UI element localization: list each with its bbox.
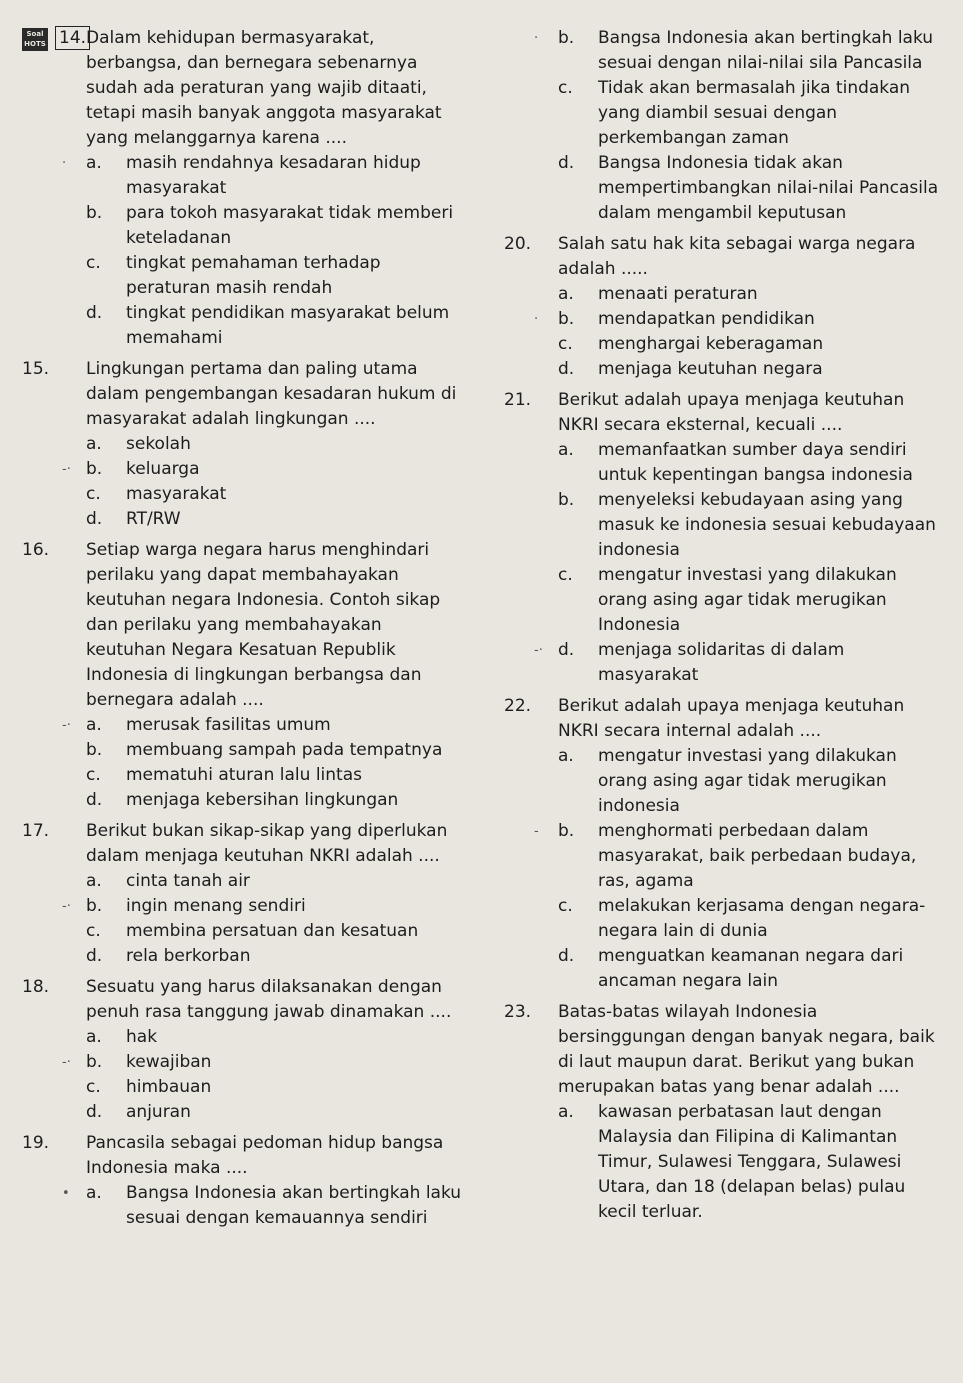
pencil-mark-icon: • xyxy=(62,1186,70,1201)
pencil-mark-icon: -· xyxy=(534,643,543,658)
options xyxy=(62,432,462,532)
right-column xyxy=(500,26,940,1231)
question-number: 15. xyxy=(22,359,50,379)
option-c: c. mengatur investasi yang dilakukan orang asing agar tidak merugikan Indonesia xyxy=(558,565,897,635)
question-22 xyxy=(500,694,940,994)
hots-badge: Soal HOTS xyxy=(22,28,48,51)
option-a: a. cinta tanah air xyxy=(86,871,250,891)
option-c: c. himbauan xyxy=(86,1077,212,1097)
question-number: 20. xyxy=(504,234,532,254)
question-number: 21. xyxy=(504,390,532,410)
option-c: c. melakukan kerjasama dengan negara-negara lain di dunia xyxy=(558,896,926,941)
question-14 xyxy=(22,26,462,351)
option-a: a. sekolah xyxy=(86,434,191,454)
options xyxy=(62,1025,462,1125)
option-d: d. menjaga keutuhan negara xyxy=(558,359,823,379)
question-text: Berikut adalah upaya menjaga keutuhan NKRI secara internal adalah .... xyxy=(558,696,905,741)
question-21 xyxy=(500,388,940,688)
option-a: a. memanfaatkan sumber daya sendiri untuk kepentingan bangsa indonesia xyxy=(558,440,913,485)
option-c: c. tingkat pemahaman terhadap peraturan masih rendah xyxy=(86,253,381,298)
option-b: - b. menghormati perbedaan dalam masyarakat, baik perbedaan budaya, ras, agama xyxy=(534,821,917,891)
option-b: · b. Bangsa Indonesia akan bertingkah laku sesuai dengan nilai-nilai sila Pancasila xyxy=(534,28,934,73)
question-18 xyxy=(22,975,462,1125)
question-text: Dalam kehidupan bermasyarakat, berbangsa, dan bernegara sebenarnya sudah ada peraturan yang wajib ditaati, tetapi masih banyak anggota masyarakat yang melanggarnya karena .... xyxy=(86,28,442,148)
option-b: b. membuang sampah pada tempatnya xyxy=(86,740,443,760)
option-b: b. para tokoh masyarakat tidak memberi keteladanan xyxy=(86,203,454,248)
option-d: d. rela berkorban xyxy=(86,946,251,966)
option-a: a. kawasan perbatasan laut dengan Malaysia dan Filipina di Kalimantan Timur, Sulawesi Tenggara, Sulawesi Utara, dan 18 (delapan belas) pulau kecil terluar. xyxy=(558,1102,906,1222)
pencil-mark-icon: -· xyxy=(62,1055,71,1070)
question-text: Berikut bukan sikap-sikap yang diperlukan dalam menjaga keutuhan NKRI adalah .... xyxy=(86,821,448,866)
option-a: a. mengatur investasi yang dilakukan orang asing agar tidak merugikan indonesia xyxy=(558,746,897,816)
question-number: 17. xyxy=(22,821,50,841)
question-number: 22. xyxy=(504,696,532,716)
question-number: 23. xyxy=(504,1002,532,1022)
option-b: -· b. keluarga xyxy=(84,457,462,482)
option-d: d. Bangsa Indonesia tidak akan mempertimbangkan nilai-nilai Pancasila dalam mengambil keputusan xyxy=(558,153,939,223)
options xyxy=(62,151,462,351)
options xyxy=(534,744,940,994)
question-number: 18. xyxy=(22,977,50,997)
question-number: 19. xyxy=(22,1133,50,1153)
question-text: Salah satu hak kita sebagai warga negara adalah ..... xyxy=(558,234,916,279)
question-20 xyxy=(500,232,940,382)
question-text: Berikut adalah upaya menjaga keutuhan NKRI secara eksternal, kecuali .... xyxy=(558,390,905,435)
question-17 xyxy=(22,819,462,969)
option-d: d. menjaga kebersihan lingkungan xyxy=(86,790,399,810)
question-text: Sesuatu yang harus dilaksanakan dengan penuh rasa tanggung jawab dinamakan .... xyxy=(86,977,452,1022)
option-b: -· b. ingin menang sendiri xyxy=(84,894,462,919)
options xyxy=(534,282,940,382)
pencil-mark-icon: -· xyxy=(62,718,71,733)
options xyxy=(62,1181,462,1231)
option-c: c. membina persatuan dan kesatuan xyxy=(86,921,419,941)
option-a: · a. masih rendahnya kesadaran hidup masyarakat xyxy=(62,153,421,198)
option-c: c. masyarakat xyxy=(86,484,227,504)
option-c: c. Tidak akan bermasalah jika tindakan yang diambil sesuai dengan perkembangan zaman xyxy=(558,78,911,148)
question-19-continued xyxy=(500,26,940,226)
options xyxy=(62,713,462,813)
option-a: a. menaati peraturan xyxy=(558,284,758,304)
option-b: · b. mendapatkan pendidikan xyxy=(556,307,940,332)
option-d: d. anjuran xyxy=(86,1102,191,1122)
option-d: d. menguatkan keamanan negara dari ancaman negara lain xyxy=(558,946,904,991)
option-c: c. menghargai keberagaman xyxy=(558,334,824,354)
question-number: 16. xyxy=(22,540,50,560)
question-text: Pancasila sebagai pedoman hidup bangsa Indonesia maka .... xyxy=(86,1133,444,1178)
options xyxy=(62,869,462,969)
pencil-mark-icon: -· xyxy=(62,899,71,914)
question-16 xyxy=(22,538,462,813)
question-text: Lingkungan pertama dan paling utama dalam pengembangan kesadaran hukum di masyarakat adalah lingkungan .... xyxy=(86,359,457,429)
question-number: 14. xyxy=(55,26,90,50)
pencil-mark-icon: · xyxy=(62,156,67,171)
option-a: • a. Bangsa Indonesia akan bertingkah laku sesuai dengan kemauannya sendiri xyxy=(62,1183,462,1228)
pencil-mark-icon: · xyxy=(534,312,539,327)
option-b: b. menyeleksi kebudayaan asing yang masuk ke indonesia sesuai kebudayaan indonesia xyxy=(558,490,936,560)
pencil-mark-icon: - xyxy=(534,824,539,839)
option-c: c. mematuhi aturan lalu lintas xyxy=(86,765,362,785)
option-d: d. RT/RW xyxy=(86,509,181,529)
left-column xyxy=(22,26,462,1237)
pencil-mark-icon: -· xyxy=(62,462,71,477)
question-text: Setiap warga negara harus menghindari perilaku yang dapat membahayakan keutuhan negara Indonesia. Contoh sikap dan perilaku yang membahayakan keutuhan Negara Kesatuan Republik Indonesia di lingkungan berbangsa dan bernegara adalah .... xyxy=(86,540,441,710)
options xyxy=(534,26,940,226)
options xyxy=(534,438,940,688)
option-b: -· b. kewajiban xyxy=(84,1050,462,1075)
option-a: a. hak xyxy=(86,1027,158,1047)
option-d: d. tingkat pendidikan masyarakat belum memahami xyxy=(86,303,450,348)
option-a: -· a. merusak fasilitas umum xyxy=(84,713,462,738)
question-23 xyxy=(500,1000,940,1225)
question-text: Batas-batas wilayah Indonesia bersinggungan dengan banyak negara, baik di laut maupun darat. Berikut yang bukan merupakan batas yang benar adalah .... xyxy=(558,1002,935,1097)
option-d: -· d. menjaga solidaritas di dalam masyarakat xyxy=(534,640,845,685)
pencil-mark-icon: · xyxy=(534,31,539,46)
options xyxy=(556,1100,940,1225)
question-15 xyxy=(22,357,462,532)
question-19 xyxy=(22,1131,462,1231)
